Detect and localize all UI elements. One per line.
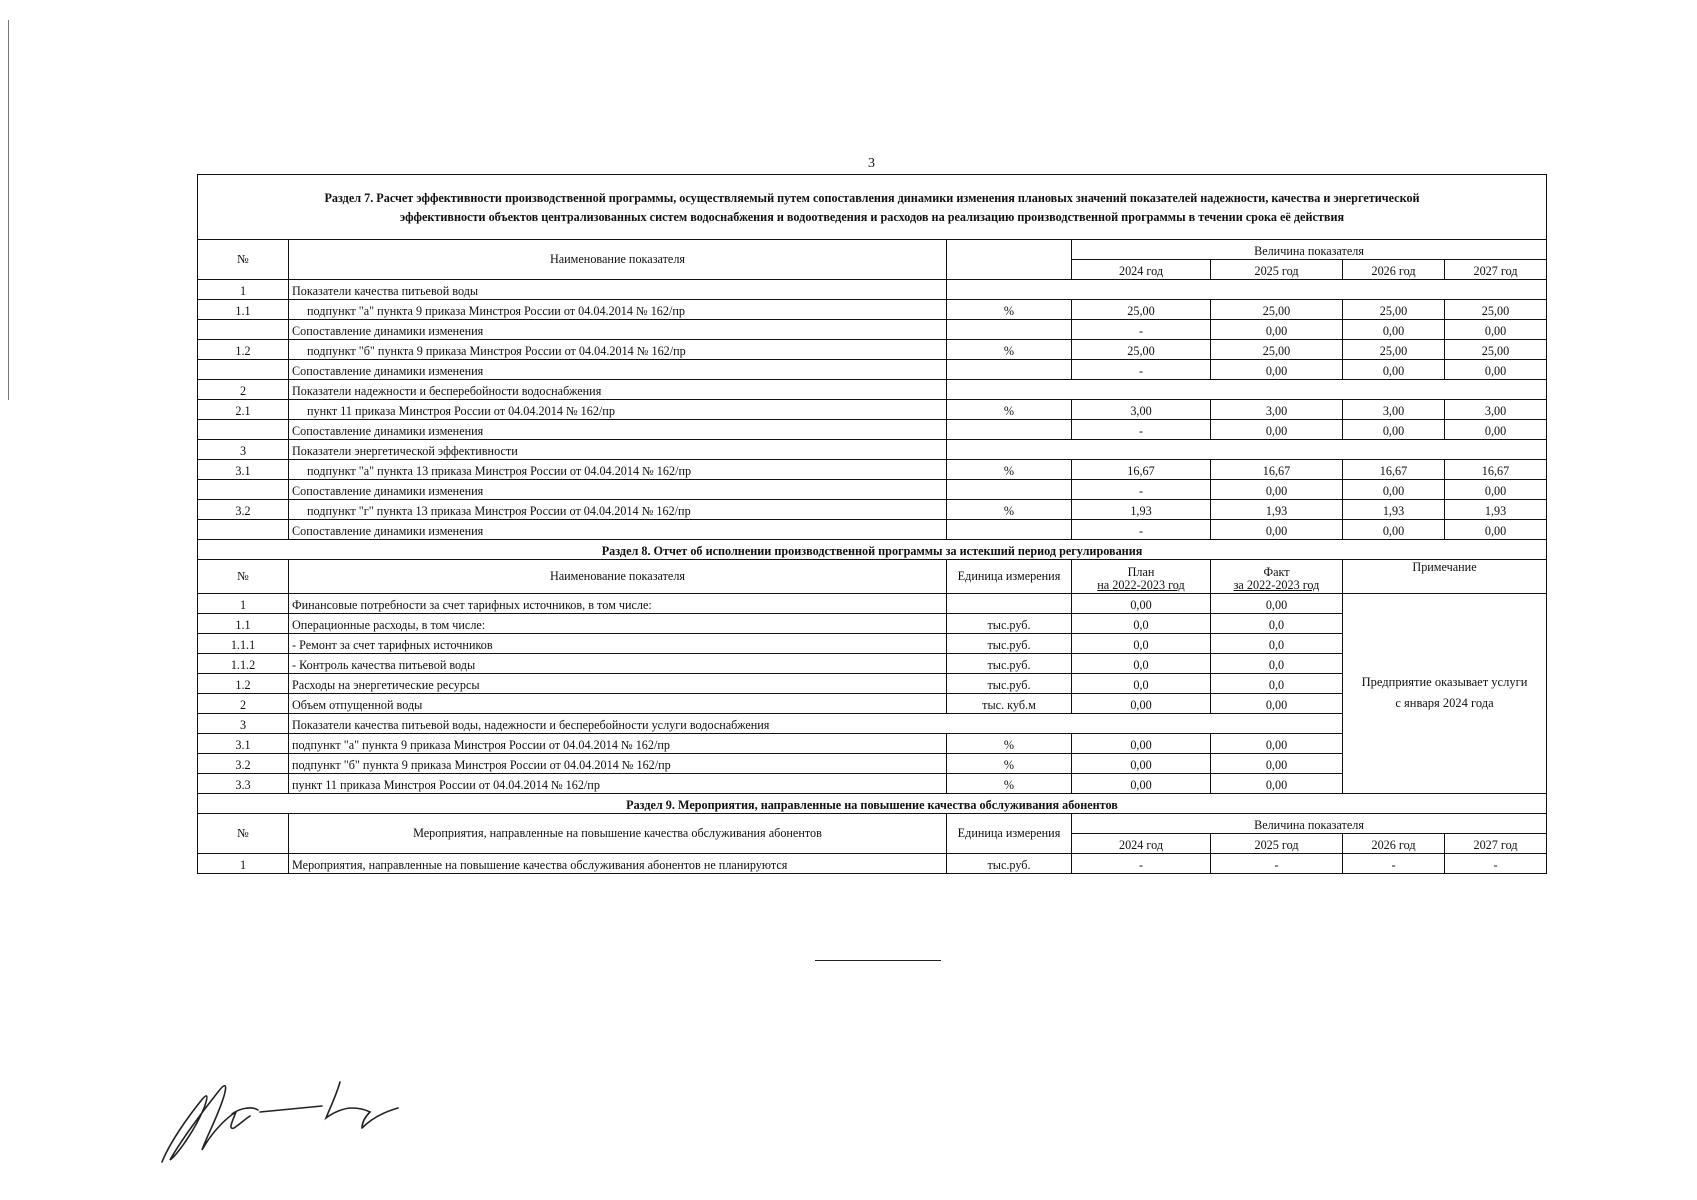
fact-value: 0,00 (1211, 693, 1343, 713)
section7-row (198, 519, 1547, 539)
indicator-name: Сопоставление динамики изменения (289, 519, 947, 539)
scan-edge-line (8, 20, 9, 400)
value-cell: 1,93 (1072, 499, 1211, 519)
indicator-name: Сопоставление динамики изменения (289, 479, 947, 499)
section7-row (198, 379, 1547, 399)
section8-header-fact (1211, 559, 1343, 593)
value-cell: 0,00 (1211, 419, 1343, 439)
indicator-name: подпункт "г" пункта 13 приказа Минстроя России от 04.04.2014 № 162/пр (289, 499, 947, 519)
section9-header-unit: Единица измерения (947, 813, 1072, 853)
production-program-table (197, 174, 1547, 874)
plan-value: 0,00 (1072, 773, 1211, 793)
section7-title-line1: Раздел 7. Расчет эффективности производственной программы, осуществляемый путем сопоставления динамики изменения плановых значений показателей надежности, качества и энергетической (324, 191, 1420, 205)
indicator-name: Финансовые потребности за счет тарифных источников, в том числе: (289, 593, 947, 613)
unit-cell: % (947, 459, 1072, 479)
fact-value: 0,0 (1211, 613, 1343, 633)
value-cell: 25,00 (1211, 299, 1343, 319)
section7-header-year: 2027 год (1445, 259, 1547, 279)
row-number: 1 (198, 853, 289, 873)
value-cell: 0,00 (1445, 519, 1547, 539)
indicator-name: подпункт "а" пункта 13 приказа Минстроя России от 04.04.2014 № 162/пр (289, 459, 947, 479)
measure-name: Мероприятия, направленные на повышение качества обслуживания абонентов не планируются (289, 853, 947, 873)
value-cell: 16,67 (1072, 459, 1211, 479)
section7-title-row (198, 175, 1547, 240)
section8-note-line2: с января 2024 года (1395, 696, 1494, 711)
section7-header-year: 2025 год (1211, 259, 1343, 279)
section8-header-fact-line1: Факт (1263, 565, 1290, 580)
fact-value: 0,00 (1211, 733, 1343, 753)
unit-cell: тыс. куб.м (947, 693, 1072, 713)
section7-header-value-group: Величина показателя (1072, 239, 1547, 259)
value-cell: - (1072, 479, 1211, 499)
section9-header-year: 2024 год (1072, 833, 1211, 853)
section9-header-year: 2026 год (1343, 833, 1445, 853)
value-cell: 25,00 (1072, 339, 1211, 359)
plan-value: 0,00 (1072, 693, 1211, 713)
indicator-name: Показатели качества питьевой воды (289, 279, 947, 299)
value-cell: 16,67 (1343, 459, 1445, 479)
row-number: 2 (198, 379, 289, 399)
bottom-rule (815, 960, 941, 961)
row-number: 1.1 (198, 613, 289, 633)
value-cell: 16,67 (1211, 459, 1343, 479)
unit-cell: тыс.руб. (947, 633, 1072, 653)
row-number: 3 (198, 713, 289, 733)
section7-row (198, 359, 1547, 379)
value-cell: - (1211, 853, 1343, 873)
group-filler (947, 379, 1547, 399)
section8-header-note: Примечание (1343, 559, 1547, 593)
section7-row (198, 499, 1547, 519)
value-cell: 25,00 (1343, 339, 1445, 359)
unit-cell: тыс.руб. (947, 673, 1072, 693)
row-number (198, 359, 289, 379)
row-number: 1.1 (198, 299, 289, 319)
group-filler (947, 439, 1547, 459)
value-cell: 25,00 (1072, 299, 1211, 319)
indicator-name: подпункт "б" пункта 9 приказа Минстроя России от 04.04.2014 № 162/пр (289, 339, 947, 359)
value-cell: 0,00 (1343, 319, 1445, 339)
value-cell: 0,00 (1445, 359, 1547, 379)
value-cell: 3,00 (1072, 399, 1211, 419)
unit-cell: тыс.руб. (947, 613, 1072, 633)
row-number: 2.1 (198, 399, 289, 419)
value-cell: 16,67 (1445, 459, 1547, 479)
unit-cell (947, 359, 1072, 379)
row-number: 1.1.1 (198, 633, 289, 653)
fact-value: 0,0 (1211, 653, 1343, 673)
page-number: 3 (868, 156, 875, 171)
section7-row (198, 279, 1547, 299)
section7-row (198, 419, 1547, 439)
unit-cell: % (947, 499, 1072, 519)
plan-value: 0,00 (1072, 733, 1211, 753)
section9-header-name: Мероприятия, направленные на повышение качества обслуживания абонентов (289, 813, 947, 853)
row-number: 1 (198, 279, 289, 299)
section7-title (198, 175, 1547, 240)
value-cell: - (1072, 519, 1211, 539)
value-cell: 0,00 (1343, 359, 1445, 379)
row-number: 3.1 (198, 459, 289, 479)
value-cell: 0,00 (1343, 479, 1445, 499)
unit-cell: тыс.руб. (947, 653, 1072, 673)
section7-row (198, 339, 1547, 359)
indicator-name: Расходы на энергетические ресурсы (289, 673, 947, 693)
section7-header-unit (947, 239, 1072, 279)
value-cell: - (1072, 419, 1211, 439)
section9-header-num: № (198, 813, 289, 853)
plan-value: 0,00 (1072, 753, 1211, 773)
value-cell: 25,00 (1445, 299, 1547, 319)
section7-row (198, 439, 1547, 459)
unit-cell (947, 593, 1072, 613)
value-cell: 0,00 (1211, 359, 1343, 379)
row-number: 3.3 (198, 773, 289, 793)
unit-cell: % (947, 733, 1072, 753)
section7-header-num: № (198, 239, 289, 279)
group-filler (947, 279, 1547, 299)
handwritten-signature-icon (140, 1062, 440, 1172)
value-cell: 1,93 (1343, 499, 1445, 519)
value-cell: 1,93 (1211, 499, 1343, 519)
section8-header-row (198, 559, 1547, 593)
value-cell: 0,00 (1211, 519, 1343, 539)
section7-header-year: 2026 год (1343, 259, 1445, 279)
value-cell: - (1343, 853, 1445, 873)
section8-header-fact-line2: за 2022-2023 год (1233, 578, 1320, 592)
section7-title-line2: эффективности объектов централизованных систем водоснабжения и водоотведения и расходов на реализацию производственной программы в течении срока её действия (399, 209, 1345, 224)
value-cell: 3,00 (1343, 399, 1445, 419)
unit-cell (947, 319, 1072, 339)
value-cell: 0,00 (1211, 319, 1343, 339)
section7-row (198, 459, 1547, 479)
value-cell: 0,00 (1445, 419, 1547, 439)
indicator-name: Показатели энергетической эффективности (289, 439, 947, 459)
section9-header-year: 2025 год (1211, 833, 1343, 853)
fact-value: 0,00 (1211, 593, 1343, 613)
row-number: 1.1.2 (198, 653, 289, 673)
indicator-name: Операционные расходы, в том числе: (289, 613, 947, 633)
fact-value: 0,0 (1211, 673, 1343, 693)
row-number: 1.2 (198, 673, 289, 693)
value-cell: - (1445, 853, 1547, 873)
indicator-name: подпункт "а" пункта 9 приказа Минстроя России от 04.04.2014 № 162/пр (289, 733, 947, 753)
section7-header-name: Наименование показателя (289, 239, 947, 279)
section9-header-row1 (198, 813, 1547, 833)
section8-note (1343, 593, 1547, 793)
row-number (198, 419, 289, 439)
indicator-name: - Контроль качества питьевой воды (289, 653, 947, 673)
value-cell: - (1072, 359, 1211, 379)
value-cell: - (1072, 853, 1211, 873)
fact-value: 0,00 (1211, 753, 1343, 773)
section8-title: Раздел 8. Отчет об исполнении производственной программы за истекший период регулирования (198, 539, 1547, 559)
row-number (198, 479, 289, 499)
unit-cell: % (947, 753, 1072, 773)
indicator-name: пункт 11 приказа Минстроя России от 04.04.2014 № 162/пр (289, 399, 947, 419)
value-cell: 25,00 (1343, 299, 1445, 319)
unit-cell: % (947, 299, 1072, 319)
plan-value: 0,0 (1072, 633, 1211, 653)
plan-value: 0,0 (1072, 673, 1211, 693)
unit-cell: тыс.руб. (947, 853, 1072, 873)
row-number: 3.2 (198, 499, 289, 519)
value-cell: 25,00 (1445, 339, 1547, 359)
row-number: 1 (198, 593, 289, 613)
value-cell: 0,00 (1343, 419, 1445, 439)
section8-header-num: № (198, 559, 289, 593)
indicator-name: Сопоставление динамики изменения (289, 319, 947, 339)
section7-header-year: 2024 год (1072, 259, 1211, 279)
section8-title-row (198, 539, 1547, 559)
plan-value: 0,0 (1072, 613, 1211, 633)
section8-header-plan (1072, 559, 1211, 593)
unit-cell (947, 479, 1072, 499)
indicator-name: пункт 11 приказа Минстроя России от 04.04.2014 № 162/пр (289, 773, 947, 793)
row-number: 2 (198, 693, 289, 713)
section8-note-line1: Предприятие оказывает услуги (1361, 675, 1528, 690)
value-cell: 0,00 (1343, 519, 1445, 539)
row-number: 1.2 (198, 339, 289, 359)
row-number: 3 (198, 439, 289, 459)
value-cell: 1,93 (1445, 499, 1547, 519)
row-number: 3.2 (198, 753, 289, 773)
unit-cell: % (947, 339, 1072, 359)
indicator-name: Показатели надежности и бесперебойности водоснабжения (289, 379, 947, 399)
section8-header-name: Наименование показателя (289, 559, 947, 593)
indicator-name: - Ремонт за счет тарифных источников (289, 633, 947, 653)
value-cell: 0,00 (1211, 479, 1343, 499)
section9-title-row (198, 793, 1547, 813)
indicator-name: Показатели качества питьевой воды, надежности и бесперебойности услуги водоснабжения (289, 713, 1343, 733)
fact-value: 0,0 (1211, 633, 1343, 653)
unit-cell (947, 419, 1072, 439)
indicator-name: подпункт "а" пункта 9 приказа Минстроя России от 04.04.2014 № 162/пр (289, 299, 947, 319)
value-cell: 0,00 (1445, 319, 1547, 339)
row-number: 3.1 (198, 733, 289, 753)
section7-row (198, 399, 1547, 419)
row-number (198, 519, 289, 539)
section9-row (198, 853, 1547, 873)
section9-header-year: 2027 год (1445, 833, 1547, 853)
section9-header-value-group: Величина показателя (1072, 813, 1547, 833)
indicator-name: Объем отпущенной воды (289, 693, 947, 713)
section7-row (198, 479, 1547, 499)
value-cell: 3,00 (1445, 399, 1547, 419)
section7-row (198, 319, 1547, 339)
indicator-name: Сопоставление динамики изменения (289, 419, 947, 439)
value-cell: - (1072, 319, 1211, 339)
value-cell: 0,00 (1445, 479, 1547, 499)
section7-row (198, 299, 1547, 319)
section8-header-plan-line2: на 2022-2023 год (1097, 578, 1185, 592)
section8-header-plan-line1: План (1127, 565, 1155, 580)
unit-cell: % (947, 399, 1072, 419)
table-body (198, 175, 1547, 874)
indicator-name: подпункт "б" пункта 9 приказа Минстроя России от 04.04.2014 № 162/пр (289, 753, 947, 773)
section8-row (198, 593, 1547, 613)
value-cell: 25,00 (1211, 339, 1343, 359)
unit-cell: % (947, 773, 1072, 793)
row-number (198, 319, 289, 339)
indicator-name: Сопоставление динамики изменения (289, 359, 947, 379)
plan-value: 0,00 (1072, 593, 1211, 613)
unit-cell (947, 519, 1072, 539)
section7-header-row1 (198, 239, 1547, 259)
value-cell: 3,00 (1211, 399, 1343, 419)
fact-value: 0,00 (1211, 773, 1343, 793)
section9-title: Раздел 9. Мероприятия, направленные на повышение качества обслуживания абонентов (198, 793, 1547, 813)
section8-header-unit: Единица измерения (947, 559, 1072, 593)
plan-value: 0,0 (1072, 653, 1211, 673)
